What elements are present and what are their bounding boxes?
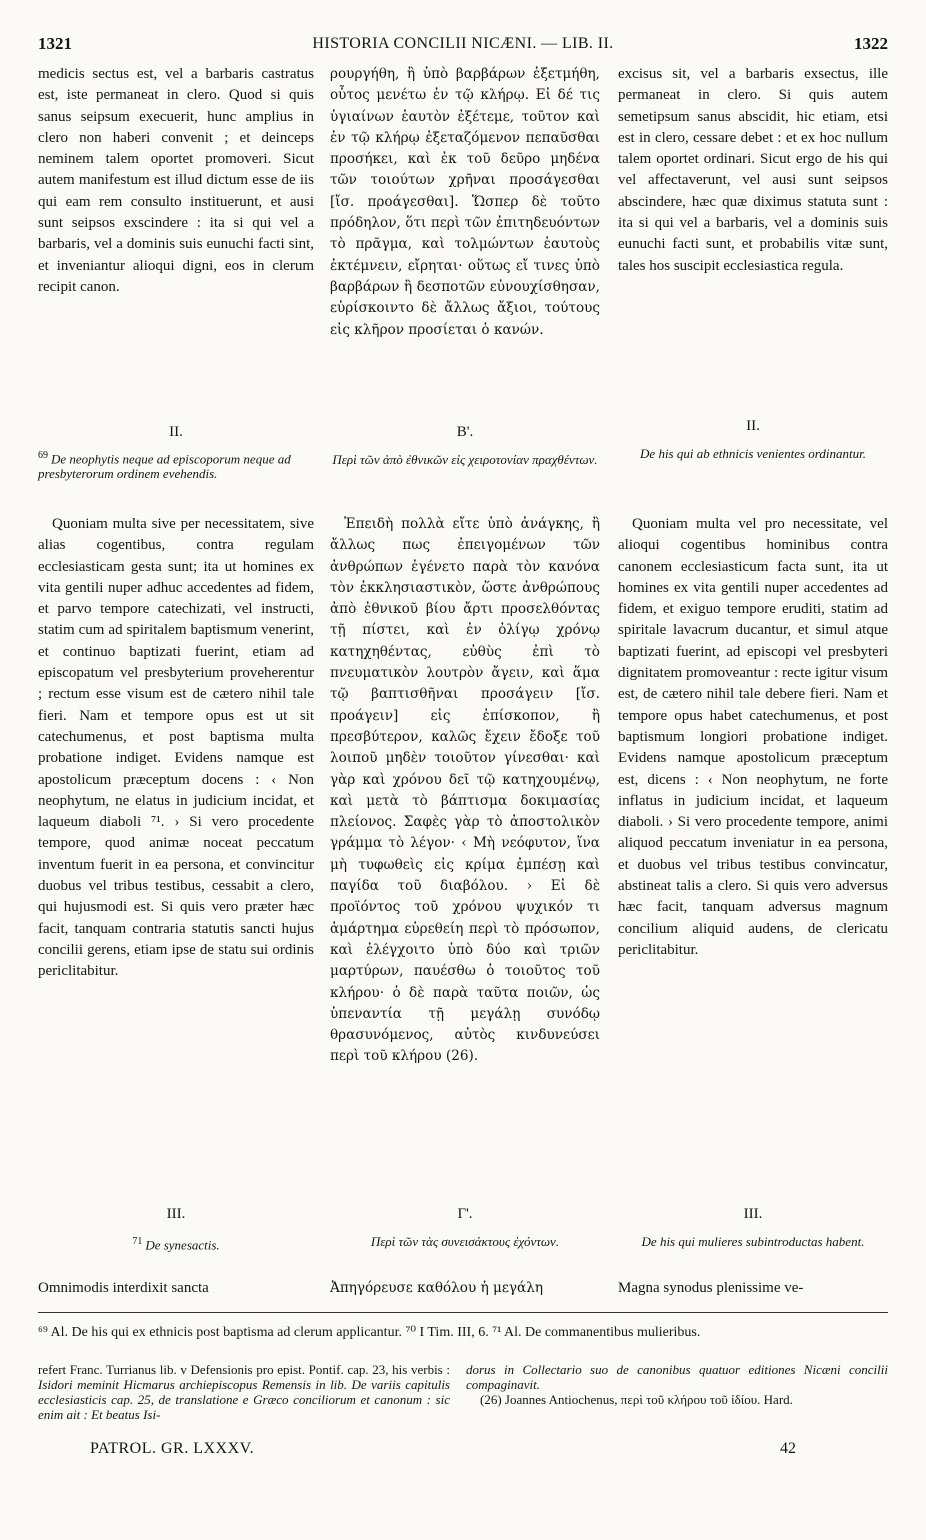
- editor-note-right: dorus in Collectario suo de canonibus quatuor editiones Nicæni concilii compaginavit. (26) Joannes Antiochenus, περὶ τοῦ κλήρου τοῦ ἰδίου. Hard.: [466, 1362, 888, 1407]
- canon2-subtitle-greek: Περὶ τῶν ἀπὸ ἐθνικῶν εἰς χειροτονίαν πραχθέντων.: [332, 452, 598, 467]
- canon2-subtitle-left: $^{69}$ De neophytis neque ad episcoporum neque ad presbyterorum ordinem evehendis.: [38, 450, 291, 482]
- canon3-number-left: III.: [166, 1206, 186, 1222]
- canon1-greek: ρουργήθη, ἢ ὑπὸ βαρβάρων ἐξετμήθη, οὗτος μενέτω ἐν τῷ κλήρῳ. Εἰ δέ τις ὑγιαίνων ἑαυτὸν ἐξέτεμε, τοῦτον καὶ ἐν τῷ κλήρῳ ἐξεταζόμενον πεπαῦσθαι προσήκει, καὶ ἐκ τοῦ δεῦρο μηδένα τῶν τοιούτων χρῆναι προσάγεσθαι [ἴσ. προάγεσθαι]. Ὥσπερ δὲ τοῦτο πρόδηλον, ὅτι περὶ τῶν ἐπιτηδευόντων τὸ πρᾶγμα, καὶ τολμώντων ἑαυτοὺς ἐκτέμνειν, εἴρηται· οὕτως εἴ τινες ὑπὸ βαρβάρων ἢ δεσποτῶν εὐνουχίσθησαν, εὑρίσκοιντο δὲ ἄλλως ἄξιοι, τούτους εἰς κλῆρον προσίεται ὁ κανών.: [330, 66, 600, 338]
- canon3-subtitle-left: $^{71}$ De synesactis.: [132, 1236, 220, 1253]
- canon3-greek: Ἀπηγόρευσε καθόλου ἡ μεγάλη: [330, 1280, 543, 1296]
- footnote-mark: 71: [132, 1236, 143, 1247]
- footer-signature: 42: [780, 1440, 796, 1457]
- canon2-latin-right: Quoniam multa vel pro necessitate, vel alioqui cogentibus hominibus contra canonem ecclesiasticum facta sunt, ita ut homines ex vita gentili nuper accedentes ad fidem, et exiguo tempore eruditi, statim ad spiritale lavacrum ducantur, et simul atque baptizati fuerint, ad episcopi vel presbyteri dignitatem promoveantur : recte igitur visum est, de cætero nihil tale debere fieri. Nam et tempore opus habet catechumenus, et post baptismum longiori probatione indiget. Evidens namque apostolicum præceptum est, dicens : ‹ Non neophytum, ne forte inflatus in judicium incidat, et laqueum diaboli. › Si vero procedente tempore, animi aliquod peccatum inveniatur in ea persona, et duobus vel tribus testibus convincatur, abstineat talis a clero. Si quis vero adversus hæc facit, tanquam adversus magnum concilium aliquid audens, de clericatu periclitabitur.: [618, 516, 888, 958]
- running-title: HISTORIA CONCILII NICÆNI. — LIB. II.: [312, 35, 614, 52]
- canon2-latin-left: Quoniam multa sive per necessitatem, sive alias cogentibus, contra regulam ecclesiasticam gesta sunt; ita ut homines ex vita gentili nuper adhuc accedentes ad fidem, et parvo tempore catechizati, vel instructi, statim cum ad spiritalem baptismum venerint, et continuo baptizati fuerint, etiam ad episcopatum vel presbyterium proveherentur ; rectum esse visum est de cætero nihil tale fieri. Nam et tempore opus est ut sit catechumenus, et post baptisma multa probatione indiget. Evidens namque est apostolicum præceptum docens : ‹ Non neophytum, ne elatus in judicium incidat, et laqueum diaboli ⁷¹. › Si vero procedente tempore, quod animæ noceat peccatum inventum fuerit in ea persona, et convincitur duobus vel tribus testibus, cessabit a clero, qui hujusmodi est. Si quis vero præter hæc facit, tanquam contraria statutis sancti hujus concilii gerens, etiam ipse de statu sui ordinis periclitabitur.: [38, 516, 314, 980]
- footer-series: PATROL. GR. LXXXV.: [90, 1440, 255, 1457]
- footnotes: ⁶⁹ Al. De his qui ex ethnicis post baptisma ad clerum applicantur. ⁷⁰ I Tim. III, 6. ⁷¹ Al. De commanentibus mulieribus.: [38, 1325, 701, 1340]
- canon3-latin-left: Omnimodis interdixit sancta: [38, 1280, 209, 1296]
- divider: [38, 1312, 888, 1313]
- canon3-latin-right: Magna synodus plenissime ve-: [618, 1280, 804, 1296]
- canon2-number-left: II.: [169, 424, 183, 440]
- page-header: [38, 34, 888, 60]
- canon3-subtitle-right: De his qui mulieres subintroductas habent.: [641, 1234, 865, 1249]
- footnote-mark: 69: [38, 450, 48, 461]
- canon2-number-greek: Β'.: [456, 424, 474, 440]
- canon3-number-greek: Γ'.: [457, 1206, 473, 1222]
- editor-note-left: refert Franc. Turrianus lib. v Defensionis pro epist. Pontif. cap. 23, his verbis : Isidori meminit Hicmarus archiepiscopus Remensis in lib. De variis capitulis ecclesiasticis cap. 25, de translatione e Græco conciliorum et canonum : sic enim ait : Et beatus Isi-: [38, 1362, 450, 1422]
- page-number-right: 1322: [854, 34, 888, 53]
- canon2-greek: Ἐπειδὴ πολλὰ εἴτε ὑπὸ ἀνάγκης, ἢ ἄλλως πως ἐπειγομένων τῶν ἀνθρώπων ἐγένετο παρὰ τὸν κανόνα τὸν ἐκκλησιαστικὸν, ὥστε ἀνθρώπους ἀπὸ ἐθνικοῦ βίου ἄρτι προσελθόντας τῇ πίστει, καὶ ἐν ὀλίγῳ χρόνῳ κατηχηθέντας, εὐθὺς ἐπὶ τὸ πνευματικὸν λουτρὸν ἄγειν, καὶ ἅμα τῷ βαπτισθῆναι προσάγειν [ἴσ. προάγειν] εἰς ἐπίσκοπον, ἢ πρεσβύτερον, καλῶς ἔχειν ἔδοξε τοῦ λοιποῦ μηδὲν τοιοῦτον γίνεσθαι· καὶ γὰρ καὶ χρόνου δεῖ τῷ κατηχουμένῳ, καὶ μετὰ τὸ βάπτισμα δοκιμασίας πλείονος. Σαφὲς γὰρ τὸ ἀποστολικὸν γράμμα τὸ λέγον· ‹ Μὴ νεόφυτον, ἵνα μὴ τυφωθεὶς εἰς κρίμα ἐμπέσῃ καὶ παγίδα τοῦ διαβόλου. › Εἰ δὲ προϊόντος τοῦ χρόνου ψυχικόν τι ἁμάρτημα εὑρεθείη περὶ τὸ πρόσωπον, καὶ ἐλέγχοιτο ὑπὸ δύο καὶ τριῶν μαρτύρων, παυέσθω ὁ τοιοῦτος τοῦ κλήρου· ὁ δὲ παρὰ ταῦτα ποιῶν, ὡς ὑπεναντία τῇ μεγάλῃ συνόδῳ θρασυνόμενος, αὐτὸς κινδυνεύσει περὶ τοῦ κλήρου (26).: [330, 516, 600, 1065]
- canon3-number-right: III.: [743, 1206, 763, 1222]
- canon3-subtitle-greek: Περὶ τῶν τὰς συνεισάκτους ἐχόντων.: [370, 1234, 560, 1249]
- canon2-number-right: II.: [746, 418, 760, 434]
- canon1-latin-left: medicis sectus est, vel a barbaris castratus est, iste permaneat in clero. Quod si quis sanus seipsum execuerit, hunc amplius in clero non haberi convenit ; et deinceps neminem talem oportet promoveri. Sicut autem manifestum est illud dictum esse de iis qui eam rem consulto instituerunt, et ausi sunt seipsos exscindere : ita si qui vel a barbaris, vel a dominis suis eunuchi facti sint, et inveniantur alioqui digni, eos in clerum recipit canon.: [38, 66, 314, 295]
- canon2-subtitle-right: De his qui ab ethnicis venientes ordinantur.: [640, 446, 866, 461]
- canon1-latin-right: excisus sit, vel a barbaris exsectus, ille permaneat in clero. Si quis autem semetipsum sanus abscidit, hic etiam, etsi est in clero, cessare debet : et ex hoc nullum talem oportet ordinari. Sicut ergo de his qui vel affectaverunt, vel ausi sunt seipsos abscindere, hæc quæ diximus statuta sunt : ita si qui vel a barbaris, vel a dominis suis eunuchi facti sunt, et probabilis vitæ sunt, tales hos suscipit ecclesiastica regula.: [618, 66, 888, 274]
- page-number-left: 1321: [38, 34, 72, 53]
